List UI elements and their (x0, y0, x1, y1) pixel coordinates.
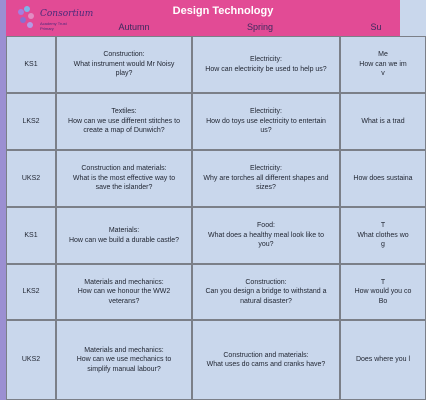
stage-cell: UKS2 (6, 320, 56, 400)
autumn-cell: Materials: How can we build a durable castle? (56, 207, 192, 264)
autumn-cell: Textiles: How can we use different stitches to create a map of Dunwich? (56, 93, 192, 150)
table-row (6, 36, 426, 93)
spring-cell: Construction: Can you design a bridge to withstand a natural disaster? (192, 264, 340, 320)
summer-cell: T What clothes wo g (340, 207, 426, 264)
autumn-cell: Construction and materials: What is the most effective way to save the islander? (56, 150, 192, 207)
spring-cell: Construction and materials: What uses do cams and cranks have? (192, 320, 340, 400)
logo-tagline: Academy Trust Primary (40, 21, 67, 31)
summer-cell: Me How can we im v (340, 36, 426, 93)
page-title: Design Technology (172, 5, 274, 17)
table-row (6, 207, 426, 264)
spring-cell: Food: What does a healthy meal look like to you? (192, 207, 340, 264)
spring-cell: Electricity: How do toys use electricity to entertain us? (192, 93, 340, 150)
stage-cell: KS1 (6, 36, 56, 93)
table-row (6, 150, 426, 207)
column-header-summer: Su (370, 22, 382, 32)
table-row (6, 264, 426, 320)
autumn-cell: Construction: What instrument would Mr Noisy play? (56, 36, 192, 93)
summer-cell: What is a trad (340, 93, 426, 150)
summer-cell: Does where you l (340, 320, 426, 400)
autumn-cell: Materials and mechanics: How can we use mechanics to simplify manual labour? (56, 320, 192, 400)
stage-cell: UKS2 (6, 150, 56, 207)
stage-cell: KS1 (6, 207, 56, 264)
summer-cell: T How would you co Bo (340, 264, 426, 320)
spring-cell: Electricity: Why are torches all different shapes and sizes? (192, 150, 340, 207)
table-row (6, 93, 426, 150)
column-header-autumn: Autumn (118, 22, 150, 32)
autumn-cell: Materials and mechanics: How can we honour the WW2 veterans? (56, 264, 192, 320)
column-header-spring: Spring (246, 22, 273, 32)
stage-cell: LKS2 (6, 264, 56, 320)
logo-name: Consortium (40, 9, 94, 19)
summer-cell: How does sustaina (340, 150, 426, 207)
curriculum-table (6, 36, 426, 400)
table-row (6, 320, 426, 400)
stage-cell: LKS2 (6, 93, 56, 150)
header-bar (6, 0, 400, 36)
spring-cell: Electricity: How can electricity be used to help us? (192, 36, 340, 93)
